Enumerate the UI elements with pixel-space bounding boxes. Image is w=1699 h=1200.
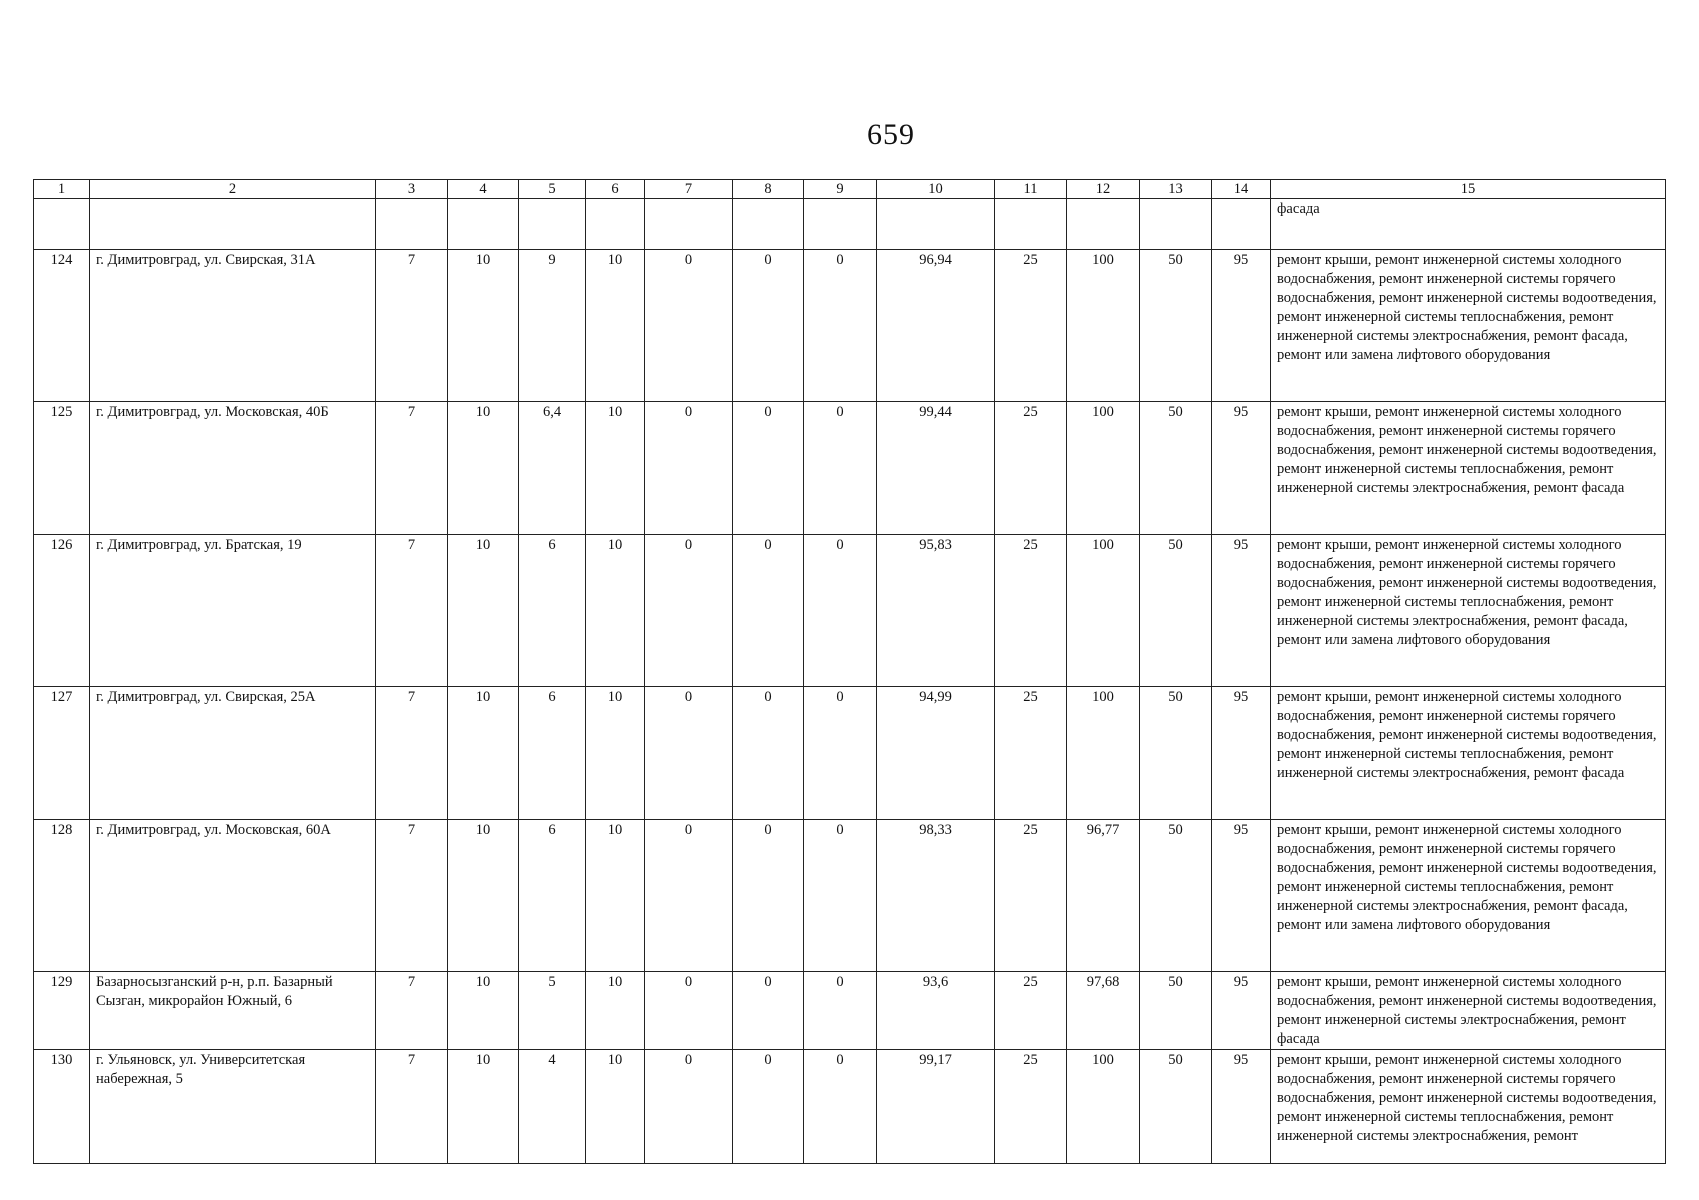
- column-header: 9: [804, 180, 877, 199]
- value-cell-5: 6: [519, 687, 586, 820]
- value-cell-6: 10: [586, 687, 645, 820]
- empty-cell: [645, 199, 733, 250]
- value-cell-3: 7: [376, 535, 448, 687]
- empty-cell: [448, 199, 519, 250]
- continuation-row: [34, 199, 1666, 250]
- empty-cell: [1212, 199, 1271, 250]
- table-row: [34, 250, 1666, 402]
- value-cell-7: 0: [645, 820, 733, 972]
- empty-cell: [376, 199, 448, 250]
- value-cell-4: 10: [448, 535, 519, 687]
- value-cell-8: 0: [733, 972, 804, 1050]
- value-cell-11: 25: [995, 402, 1067, 535]
- table-row: [34, 972, 1666, 1050]
- value-cell-9: 0: [804, 402, 877, 535]
- table-row: [34, 402, 1666, 535]
- value-cell-10: 98,33: [877, 820, 995, 972]
- value-cell-8: 0: [733, 535, 804, 687]
- row-number-cell: 126: [34, 535, 90, 687]
- value-cell-8: 0: [733, 1050, 804, 1164]
- works-cell: ремонт крыши, ремонт инженерной системы холодного водоснабжения, ремонт инженерной системы горячего водоснабжения, ремонт инженерной системы водоотведения, ремонт инженерной системы теплоснабжения, ремонт инженерной системы электроснабжения, ремонт фасада: [1271, 402, 1666, 535]
- value-cell-9: 0: [804, 820, 877, 972]
- works-cell: ремонт крыши, ремонт инженерной системы холодного водоснабжения, ремонт инженерной системы горячего водоснабжения, ремонт инженерной системы водоотведения, ремонт инженерной системы теплоснабжения, ремонт инженерной системы электроснабжения, ремонт фасада: [1271, 687, 1666, 820]
- value-cell-4: 10: [448, 1050, 519, 1164]
- value-cell-14: 95: [1212, 535, 1271, 687]
- value-cell-12: 100: [1067, 402, 1140, 535]
- value-cell-10: 99,17: [877, 1050, 995, 1164]
- value-cell-14: 95: [1212, 250, 1271, 402]
- table-row: [34, 687, 1666, 820]
- row-number-cell: 129: [34, 972, 90, 1050]
- column-header: 5: [519, 180, 586, 199]
- column-header: 10: [877, 180, 995, 199]
- column-header: 2: [90, 180, 376, 199]
- value-cell-10: 96,94: [877, 250, 995, 402]
- value-cell-13: 50: [1140, 687, 1212, 820]
- value-cell-3: 7: [376, 250, 448, 402]
- value-cell-9: 0: [804, 972, 877, 1050]
- column-header: 7: [645, 180, 733, 199]
- value-cell-11: 25: [995, 687, 1067, 820]
- value-cell-8: 0: [733, 687, 804, 820]
- empty-cell: [733, 199, 804, 250]
- address-cell: г. Димитровград, ул. Свирская, 25А: [90, 687, 376, 820]
- empty-cell: [995, 199, 1067, 250]
- table-row: [34, 1050, 1666, 1164]
- value-cell-10: 94,99: [877, 687, 995, 820]
- value-cell-14: 95: [1212, 687, 1271, 820]
- value-cell-8: 0: [733, 820, 804, 972]
- empty-cell: [804, 199, 877, 250]
- column-header: 4: [448, 180, 519, 199]
- row-number-cell: 130: [34, 1050, 90, 1164]
- works-cell: ремонт крыши, ремонт инженерной системы холодного водоснабжения, ремонт инженерной системы горячего водоснабжения, ремонт инженерной системы водоотведения, ремонт инженерной системы теплоснабжения, ремонт инженерной системы электроснабжения, ремонт фасада, ремонт или замена лифтового оборудования: [1271, 820, 1666, 972]
- value-cell-6: 10: [586, 250, 645, 402]
- empty-cell: [90, 199, 376, 250]
- value-cell-13: 50: [1140, 250, 1212, 402]
- value-cell-9: 0: [804, 1050, 877, 1164]
- column-header: 1: [34, 180, 90, 199]
- column-header: 14: [1212, 180, 1271, 199]
- value-cell-9: 0: [804, 250, 877, 402]
- value-cell-5: 6: [519, 820, 586, 972]
- value-cell-11: 25: [995, 1050, 1067, 1164]
- value-cell-9: 0: [804, 535, 877, 687]
- value-cell-14: 95: [1212, 972, 1271, 1050]
- column-header: 11: [995, 180, 1067, 199]
- empty-cell: [877, 199, 995, 250]
- value-cell-5: 4: [519, 1050, 586, 1164]
- value-cell-12: 100: [1067, 535, 1140, 687]
- value-cell-3: 7: [376, 972, 448, 1050]
- column-header: 13: [1140, 180, 1212, 199]
- value-cell-5: 6,4: [519, 402, 586, 535]
- value-cell-8: 0: [733, 402, 804, 535]
- column-header: 6: [586, 180, 645, 199]
- value-cell-9: 0: [804, 687, 877, 820]
- value-cell-6: 10: [586, 402, 645, 535]
- value-cell-6: 10: [586, 535, 645, 687]
- empty-cell: [1067, 199, 1140, 250]
- table-row: [34, 535, 1666, 687]
- value-cell-13: 50: [1140, 402, 1212, 535]
- empty-cell: [1140, 199, 1212, 250]
- value-cell-3: 7: [376, 820, 448, 972]
- value-cell-4: 10: [448, 972, 519, 1050]
- value-cell-7: 0: [645, 972, 733, 1050]
- value-cell-13: 50: [1140, 1050, 1212, 1164]
- works-cell: фасада: [1271, 199, 1666, 250]
- value-cell-13: 50: [1140, 972, 1212, 1050]
- value-cell-8: 0: [733, 250, 804, 402]
- value-cell-3: 7: [376, 402, 448, 535]
- column-number-header-row: [34, 180, 1666, 199]
- page-number: 659: [867, 118, 915, 151]
- column-header: 8: [733, 180, 804, 199]
- value-cell-10: 93,6: [877, 972, 995, 1050]
- value-cell-4: 10: [448, 250, 519, 402]
- value-cell-10: 99,44: [877, 402, 995, 535]
- value-cell-3: 7: [376, 1050, 448, 1164]
- value-cell-4: 10: [448, 402, 519, 535]
- empty-cell: [586, 199, 645, 250]
- value-cell-10: 95,83: [877, 535, 995, 687]
- value-cell-13: 50: [1140, 820, 1212, 972]
- value-cell-7: 0: [645, 250, 733, 402]
- column-header: 15: [1271, 180, 1666, 199]
- value-cell-12: 96,77: [1067, 820, 1140, 972]
- empty-cell: [34, 199, 90, 250]
- value-cell-4: 10: [448, 820, 519, 972]
- value-cell-12: 97,68: [1067, 972, 1140, 1050]
- value-cell-5: 9: [519, 250, 586, 402]
- address-cell: Базарносызганский р-н, р.п. Базарный Сызган, микрорайон Южный, 6: [90, 972, 376, 1050]
- value-cell-11: 25: [995, 535, 1067, 687]
- column-header: 3: [376, 180, 448, 199]
- address-cell: г. Димитровград, ул. Свирская, 31А: [90, 250, 376, 402]
- value-cell-7: 0: [645, 1050, 733, 1164]
- address-cell: г. Димитровград, ул. Московская, 60А: [90, 820, 376, 972]
- repair-register-table: [33, 179, 1666, 1164]
- value-cell-14: 95: [1212, 402, 1271, 535]
- address-cell: г. Димитровград, ул. Братская, 19: [90, 535, 376, 687]
- row-number-cell: 128: [34, 820, 90, 972]
- value-cell-11: 25: [995, 972, 1067, 1050]
- row-number-cell: 124: [34, 250, 90, 402]
- works-cell: ремонт крыши, ремонт инженерной системы холодного водоснабжения, ремонт инженерной системы водоотведения, ремонт инженерной системы электроснабжения, ремонт фасада: [1271, 972, 1666, 1050]
- value-cell-12: 100: [1067, 687, 1140, 820]
- value-cell-6: 10: [586, 972, 645, 1050]
- table-row: [34, 820, 1666, 972]
- value-cell-7: 0: [645, 402, 733, 535]
- value-cell-6: 10: [586, 1050, 645, 1164]
- value-cell-11: 25: [995, 820, 1067, 972]
- value-cell-14: 95: [1212, 820, 1271, 972]
- works-cell: ремонт крыши, ремонт инженерной системы холодного водоснабжения, ремонт инженерной системы горячего водоснабжения, ремонт инженерной системы водоотведения, ремонт инженерной системы теплоснабжения, ремонт инженерной системы электроснабжения, ремонт фасада, ремонт или замена лифтового оборудования: [1271, 250, 1666, 402]
- value-cell-13: 50: [1140, 535, 1212, 687]
- value-cell-11: 25: [995, 250, 1067, 402]
- address-cell: г. Ульяновск, ул. Университетская набережная, 5: [90, 1050, 376, 1164]
- value-cell-3: 7: [376, 687, 448, 820]
- column-header: 12: [1067, 180, 1140, 199]
- works-cell: ремонт крыши, ремонт инженерной системы холодного водоснабжения, ремонт инженерной системы горячего водоснабжения, ремонт инженерной системы водоотведения, ремонт инженерной системы теплоснабжения, ремонт инженерной системы электроснабжения, ремонт фасада, ремонт или замена лифтового оборудования: [1271, 535, 1666, 687]
- row-number-cell: 127: [34, 687, 90, 820]
- value-cell-6: 10: [586, 820, 645, 972]
- value-cell-5: 6: [519, 535, 586, 687]
- value-cell-7: 0: [645, 535, 733, 687]
- empty-cell: [519, 199, 586, 250]
- value-cell-4: 10: [448, 687, 519, 820]
- value-cell-12: 100: [1067, 1050, 1140, 1164]
- value-cell-12: 100: [1067, 250, 1140, 402]
- value-cell-14: 95: [1212, 1050, 1271, 1164]
- row-number-cell: 125: [34, 402, 90, 535]
- value-cell-5: 5: [519, 972, 586, 1050]
- works-cell: ремонт крыши, ремонт инженерной системы холодного водоснабжения, ремонт инженерной системы горячего водоснабжения, ремонт инженерной системы водоотведения, ремонт инженерной системы теплоснабжения, ремонт инженерной системы электроснабжения, ремонт: [1271, 1050, 1666, 1164]
- address-cell: г. Димитровград, ул. Московская, 40Б: [90, 402, 376, 535]
- value-cell-7: 0: [645, 687, 733, 820]
